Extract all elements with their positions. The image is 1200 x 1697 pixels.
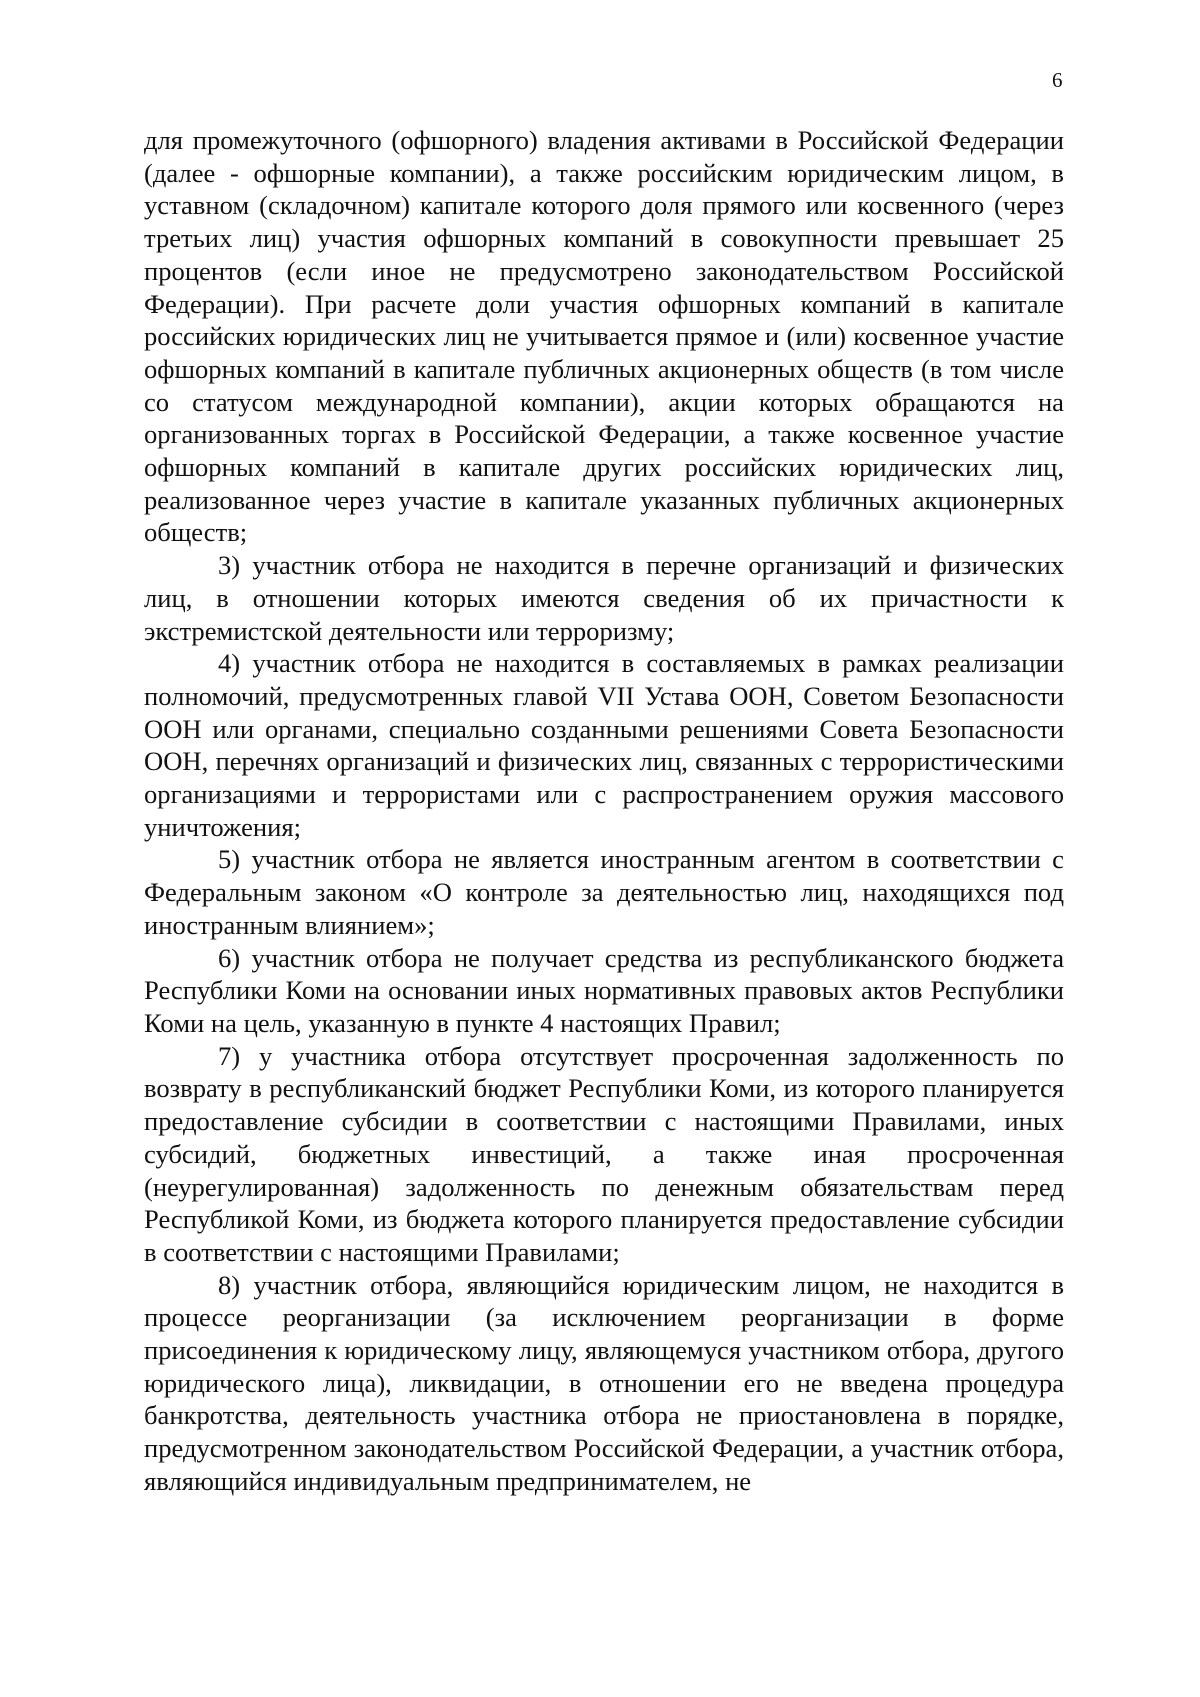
paragraph-item-7: 7) у участника отбора отсутствует просроченная задолженность по возврату в республиканский бюджет Республики Коми, из которого планируется предоставление субсидии в соответствии с настоящими Правилами, иных субсидий, бюджетных инвестиций, а также иная просроченная (неурегулированная) задолженность по денежным обязательствам перед Республикой Коми, из бюджета которого планируется предоставление субсидии в соответствии с настоящими Правилами;	[144, 1040, 1064, 1267]
paragraph-continuation: для промежуточного (офшорного) владения активами в Российской Федерации (далее - офшорные компании), а также российским юридическим лицом, в уставном (складочном) капитале которого доля прямого или косвенного (через третьих лиц) участия офшорных компаний в совокупности превышает 25 процентов (если иное не предусмотрено законодательством Российской Федерации). При расчете доли участия офшорных компаний в капитале российских юридических лиц не учитывается прямое и (или) косвенное участие офшорных компаний в капитале публичных акционерных обществ (в том числе со статусом международной компании), акции которых обращаются на организованных торгах в Российской Федерации, а также косвенное участие офшорных компаний в капитале других российских юридических лиц, реализованное через участие в капитале указанных публичных акционерных обществ;	[144, 125, 1064, 548]
page-number: 6	[1052, 68, 1063, 92]
paragraph-item-8: 8) участник отбора, являющийся юридическим лицом, не находится в процессе реорганизации (за исключением реорганизации в форме присоединения к юридическому лицу, являющемуся участником отбора, другого юридического лица), ликвидации, в отношении его не введена процедура банкротства, деятельность участника отбора не приостановлена в порядке, предусмотренном законодательством Российской Федерации, а участник отбора, являющийся индивидуальным предпринимателем, не	[144, 1269, 1064, 1496]
paragraph-item-5: 5) участник отбора не является иностранным агентом в соответствии с Федеральным законом «О контроле за деятельностью лиц, находящихся под иностранным влиянием»;	[144, 844, 1064, 940]
paragraph-item-4: 4) участник отбора не находится в составляемых в рамках реализации полномочий, предусмотренных главой VII Устава ООН, Советом Безопасности ООН или органами, специально созданными решениями Совета Безопасности ООН, перечнях организаций и физических лиц, связанных с террористическими организациями и террористами или с распространением оружия массового уничтожения;	[144, 648, 1064, 842]
paragraph-item-6: 6) участник отбора не получает средства из республиканского бюджета Республики Коми на основании иных нормативных правовых актов Республики Коми на цель, указанную в пункте 4 настоящих Правил;	[144, 942, 1064, 1038]
document-body	[144, 124, 1064, 1498]
paragraph-item-3: 3) участник отбора не находится в перечне организаций и физических лиц, в отношении которых имеются сведения об их причастности к экстремистской деятельности или терроризму;	[144, 550, 1064, 646]
